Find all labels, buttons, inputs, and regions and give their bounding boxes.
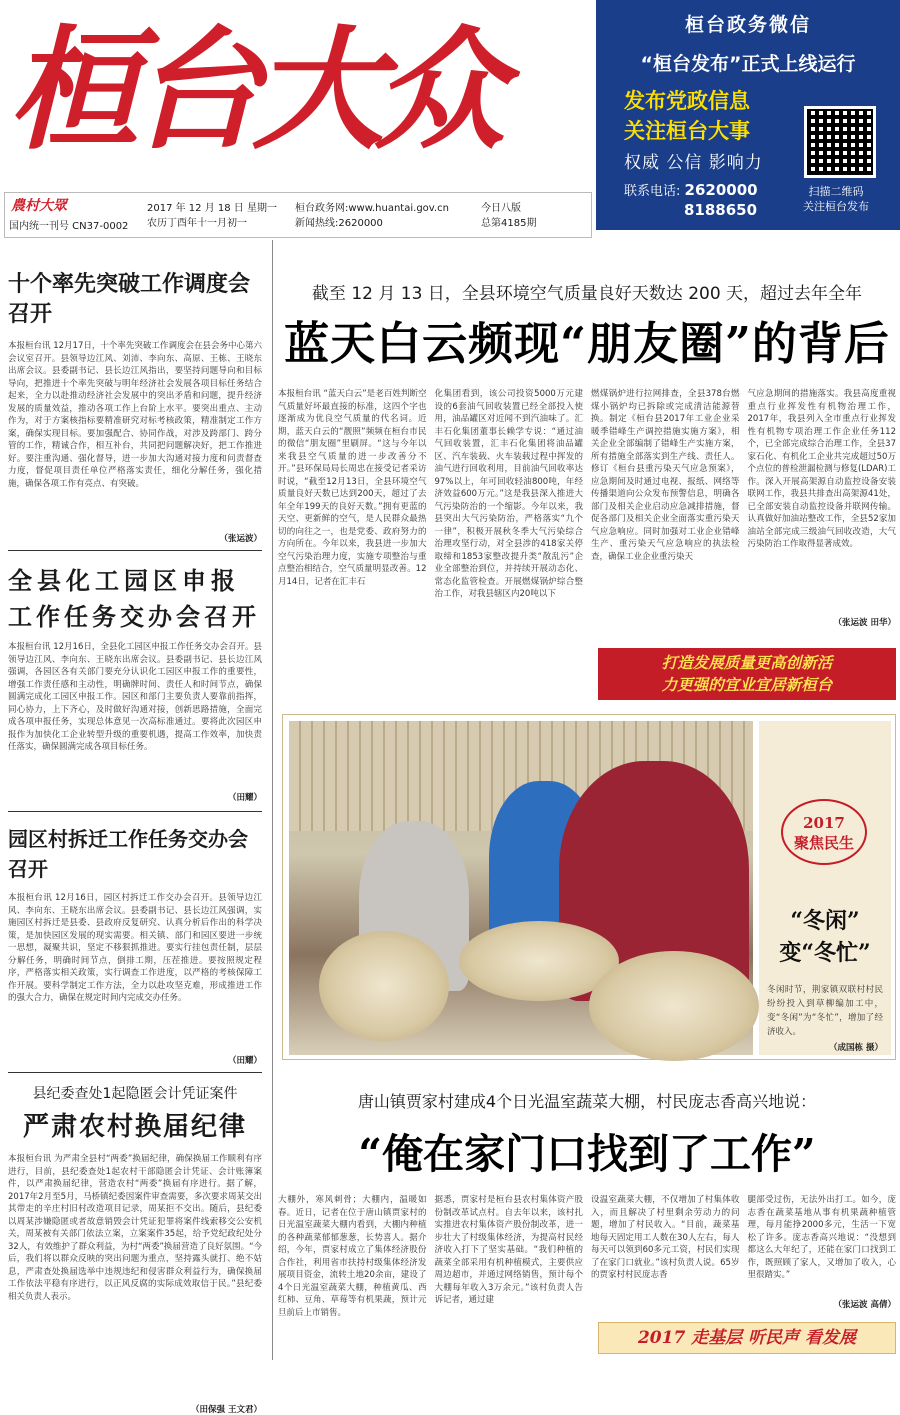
article-3-byline: （田耀）: [227, 1056, 262, 1066]
woven-basket-1: [319, 931, 449, 1041]
article-3-title[interactable]: 园区村拆迁工作任务交办会召开: [8, 827, 248, 881]
main-col-1: 本报桓台讯 “蓝天白云”是老百姓判断空气质量好坏最直接的标准，这四个字也逐渐成为优良空气质量的代名词。近期，蓝天白云的“靓照”频频在桓台市民的微信“朋友圈”里刷屏。“这与今年以来我县空气质量的进一步改善分不开。”县环保局局长周忠在接受记者采访时说，“截至12月13日，全县环境空气质量良好天数已达到200天，超过了去年全年199天的良好天数。”拥有更蓝的天空、更新鲜的空气，是人民群众最热切的向往之一，也是党委、政府努力的方向所在。今年以来，我县进一步加大空气污染治理力度，实施专项整治与重点整治相结合，空气质量明显改善。12月14日，记者在汇丰石: [278, 389, 427, 587]
photo-caption: 冬闲时节，荆家镇双联村村民纷纷投入到草柳编加工中，变“冬闲”为“冬忙”，增加了经济收入。: [767, 985, 883, 1037]
photo-title-line1: “冬闲”: [790, 908, 860, 934]
ad-slogan-2: 关注桓台大事: [624, 119, 750, 143]
photo-title-line2: 变“冬忙”: [779, 940, 871, 966]
grassroots-footer-banner: 2017 走基层 听民声 看发展: [598, 1322, 896, 1354]
issue-number: 总第4185期: [481, 218, 537, 229]
bottom-col-2: 据悉，贾家村是桓台县农村集体资产股份制改革试点村。自去年以来，该村扎实推进农村集体资产股份制改革，进一步壮大了村级集体经济，为提高村民经济收入打下了坚实基础。“我们种植的蔬菜全部采用有机种植模式，主要供应周边超市，并通过网络销售，预计每个大棚每年收入3万余元。”该村负责人告诉记者，通过建: [434, 1195, 583, 1305]
slogan-line-2: 力更强的宜业宜居新桓台: [661, 676, 833, 694]
weaving-photo: [289, 721, 753, 1055]
slogan-line-1: 打造发展质量更高创新活: [661, 654, 833, 672]
pages-count: 今日八版: [481, 203, 521, 214]
main-kicker: 截至 12 月 13 日，全县环境空气质量良好天数达 200 天，超过去年全年: [311, 284, 863, 304]
main-col-4-wrap: [748, 388, 897, 680]
issue-info-bar: [4, 192, 592, 238]
divider: [8, 550, 262, 551]
divider: [8, 811, 262, 812]
article-2-title-line1[interactable]: 全县化工园区申报: [8, 567, 240, 595]
main-story: [278, 282, 896, 680]
main-byline: （张运波 田华）: [833, 618, 896, 628]
issue-date: 2017 年 12 月 18 日 星期一: [147, 203, 277, 214]
photo-feature: [282, 714, 896, 1060]
article-2-body: 本报桓台讯 12月16日，全县化工园区申报工作任务交办会召开。县领导边江风、李向东、王晓东出席会议。县委副书记、县长边江风强调，各园区各有关部门要充分认识化工园区申报工作的重要性，增强工作责任感和主动性，明确牌时间、责任人和时间节点，确保圆满完成化工园区申报工作。园区和部门主要负责人要靠前指挥，同心协力，上下齐心，及时做好沟通对接，创新思路措施，全面完成各项申报任务，实现总体意见一次高标准通过。要将此次园区申报作为加快化工企业转型升级的重要机遇，提高工作效率，加快责任落实，确保圆满完成各项目标任务。: [8, 642, 262, 752]
badge-year: 2017: [803, 814, 845, 832]
wechat-ad-box[interactable]: [596, 0, 900, 230]
photo-credit: （成国栋 摄）: [829, 1043, 883, 1053]
article-1-title[interactable]: 十个率先突破工作调度会召开: [8, 272, 251, 327]
main-col-3: 燃煤锅炉进行拉网排查，全县378台燃煤小锅炉均已拆除或完成清洁能源替换。制定《桓台县2017年工业企业采暖季错峰生产调控措施实施方案》，相关企业全部编制了错峰生产实施方案，所有措施全部落实到生产线、责任人。修订《桓台县重污染天气应急预案》，应急期间及时通过电视、报纸、网络等传播渠道向公众发布预警信息，明确各部门及相关企业启动应急减排措施，督促各部门及相关企业全面落实重污染天气应急响应。同时加强对工业企业错峰生产、重污染天气应急响应的执法检查，确保工业企业重污染天: [591, 389, 740, 562]
bottom-col-1: 大棚外，寒风刺骨；大棚内，温暖如春。近日，记者在位于唐山镇贾家村的日光温室蔬菜大棚内看到，大棚内种植的各种蔬菜郁郁葱葱，长势喜人。据介绍，今年，贾家村成立了集体经济股份合作社，利用省市扶持村级集体经济发展项目资金，流转土地20余亩，建设了4个日光温室蔬菜大棚，种植黄瓜、西红柿、豆角、草莓等有机果蔬，预计元旦前后上市销售。: [278, 1195, 427, 1318]
masthead: [0, 0, 590, 192]
ad-tagline: 权威 公信 影响力: [624, 153, 763, 173]
hotline: 新闻热线:2620000: [295, 218, 383, 229]
bottom-kicker: 唐山镇贾家村建成4个日光温室蔬菜大棚，村民庞志香高兴地说：: [357, 1092, 817, 1111]
newspaper-title: 桓台大众: [8, 13, 496, 168]
article-1-byline: （张运波）: [219, 534, 262, 544]
photo-side-panel: [759, 721, 891, 1055]
ad-phone-label: 联系电话:: [624, 184, 681, 199]
bottom-col-4-wrap: [748, 1194, 897, 1334]
bottom-byline: （张运波 高倩）: [833, 1300, 896, 1310]
issue-date-block: [147, 201, 277, 231]
ad-title: 桓台政务微信: [684, 14, 811, 36]
article-3-body: 本报桓台讯 12月16日，园区村拆迁工作交办会召开。县领导边江风、李向东、王晓东出席会议。县委副书记、县长边江风强调，实施园区村拆迁是县委、县政府反复研究、认真分析后作出的科学决策，是加快园区发展的现实需要。相关镇、部门和园区要进一步统一思想，凝聚共识，坚定不移狠抓推进。要实行挂包责任制，层层分解任务，明确时间节点，倒排工期，压茬推进。要按照规定程序，严格落实相关政策，实行调查工作进度，以严格的考核保障工作开展。要科学制定工作方法，全力以赴攻坚克难，形成推进工作的强大合力，确保在规定时间内完成交办任务。: [8, 893, 262, 1003]
nongcun-dazhong-logo: 農村大眾: [11, 198, 67, 214]
article-2-byline: （田耀）: [227, 793, 262, 803]
pages-block: [481, 201, 536, 231]
bottom-body-columns: [278, 1194, 896, 1334]
website[interactable]: 桓台政务网:www.huantai.gov.cn: [295, 203, 449, 214]
article-2-title-line2[interactable]: 工作任务交办会召开: [8, 603, 260, 631]
ad-phone-2: 8188650: [684, 201, 758, 219]
qr-code-icon[interactable]: [804, 106, 876, 178]
main-col-2: 化集团看到，该公司投资5000万元建设的6套油气回收装置已经全部投入使用，油品罐区对近闻不到汽油味了。汇丰石化集团董事长赖学专说：“通过油气回收装置，汇丰石化集团将油品罐区、汽车装载、火车装载过程中挥发的油气进行回收利用，目前油气回收率达97%以上，年可回收轻油800吨，年经济效益600万元。”这是我县深入推进大气污染防治的一个缩影。今年以来，我县突出大气污染防治，严格落实“九个一律”，积极开展秋冬季大气污染综合治理攻坚行动，对全县涉的418家关停取缔和1853家整改提升类“散乱污”企业全部整治到位，并持续开展动态化、常态化监管检查。开展燃煤锅炉综合整治工作，对我县辖区内20吨以下: [434, 389, 583, 599]
divider: [8, 1072, 262, 1073]
slogan-banner: [598, 648, 896, 700]
bottom-col-4: 腿部受过伤，无法外出打工。如今，庞志香在蔬菜基地从事有机果蔬种植管理，每月能挣2000多元，生活一下宽松了许多。庞志香高兴地说：“没想到都这么大年纪了，还能在家门口找到工作，既照顾了家人，又增加了收入，心里很踏实。”: [747, 1195, 896, 1280]
main-col-4: 气应急期间的措施落实。我县高度重视重点行业挥发性有机物治理工作，2017年，我县列入全市重点行业挥发性有机物专项治理工作企业任务112个，已全部完成综合治理工作，全县37家石化、有机化工企业共完成超过50万个点位的普检泄漏检测与修复(LDAR)工作。深入开展高架源自动监控设备安装联网工作，我县共排查出高架源41处，已全部安装自动监控设备并联网传输。认真做好加油站整改工作，全县52家加油站全部完成三级油气回收改造，大气污染防治工作取得显著成效。: [747, 389, 896, 549]
left-column: [0, 244, 270, 1415]
article-4-body: 本报桓台讯 为严肃全县村“两委”换届纪律，确保换届工作顺利有序进行，目前，县纪委查处1起农村干部隐匿会计凭证、会计账簿案件，以严肃换届纪律，营造农村“两委”换届有序进行。据了解，2017年2月至5月，马桥镇纪委因案件审查需要，多次要求周某交出其带走的辛庄村旧村改造项目记录，周某拒不交出。随后，县纪委以周某涉嫌隐匿或者故意销毁会计凭证犯罪将案件线索移交公安机关，周某被有关部门依法立案，立案案件35起，给予党纪政纪处分32人，有效维护了群众利益，为村“两委”换届营造了良好氛围。“今后，我们将以群众反映的突出问题为重点，坚持露头就打、绝不姑息，严肃查处换届选举中违规违纪和侵害群众利益行为，确保换届工作依法平稳有序进行，以正风反腐的实际成效取信于民。”县纪委相关负责人表示。: [8, 1154, 262, 1302]
contact-block: [295, 201, 449, 231]
column-divider: [272, 240, 273, 1360]
ad-phone-1: 2620000: [684, 181, 758, 199]
article-4-title[interactable]: 严肃农村换届纪律: [22, 1112, 247, 1142]
badge-text: 聚焦民生: [793, 834, 854, 852]
ad-slogan-1: 发布党政信息: [624, 89, 750, 113]
bottom-col-3: 设温室蔬菜大棚，不仅增加了村集体收入，而且解决了村里剩余劳动力的问题，增加了村民收入。“目前，蔬菜基地每天固定用工人数在30人左右，每人每天可以领到60多元工资，村民们实现了在家门口就业。”该村负责人说。65岁的贾家村村民庞志香: [591, 1195, 740, 1280]
qr-caption-line2: 关注桓台发布: [803, 200, 869, 213]
woven-basket-3: [589, 951, 759, 1061]
ad-subtitle: “桓台发布”正式上线运行: [640, 53, 856, 75]
photo-title-block: [759, 905, 891, 969]
focus-livelihood-badge: [781, 799, 867, 865]
cn-number: 国内统一刊号 CN37-0002: [9, 221, 129, 232]
main-col-3-wrap: [591, 388, 740, 680]
main-headline[interactable]: 蓝天白云频现“朋友圈”的背后: [284, 317, 890, 370]
bottom-headline[interactable]: “俺在家门口找到了工作”: [358, 1130, 816, 1178]
article-1-body: 本报桓台讯 12月17日，十个率先突破工作调度会在县会务中心第六会议室召开。县领导边江风、刘沛、李向东、高原、王栋、王晓东出席会议。县委副书记、县长边江风指出，要坚持问题导向和目标导向，把推进十个率先突破与明年经济社会发展各项目标任务结合起来，全力以赴推动经济社会发展中的突出矛盾和问题，提升经济发展的质量效益，推动各项工作上台阶上水平。要突出重点、主动作为，对于方案核指标要精准研究对标考核政策，精准制定工作方案，确保实现目标。要加强配合、协同作战，对涉及跨部门、跨分管的工作，精诚合作，相互补台，共同把问题解决好，把工作推进好。要注重沟通、强化督导，进一步加大沟通对接力度和问责督查力度，督促项目责任单位严格落实责任，细化分解任务，强化措施，确保各项工作有亮点、有突破。: [8, 341, 262, 489]
main-body-columns: [278, 388, 896, 680]
lunar-date: 农历丁酉年十一月初一: [147, 218, 247, 229]
qr-caption-line1: 扫描二维码: [808, 185, 864, 198]
article-4-byline: （田保强 王文君）: [191, 1405, 262, 1415]
qr-caption: [784, 184, 888, 214]
article-4-kicker: 县纪委查处1起隐匿会计凭证案件: [32, 1086, 238, 1102]
bottom-story: [278, 1090, 896, 1334]
